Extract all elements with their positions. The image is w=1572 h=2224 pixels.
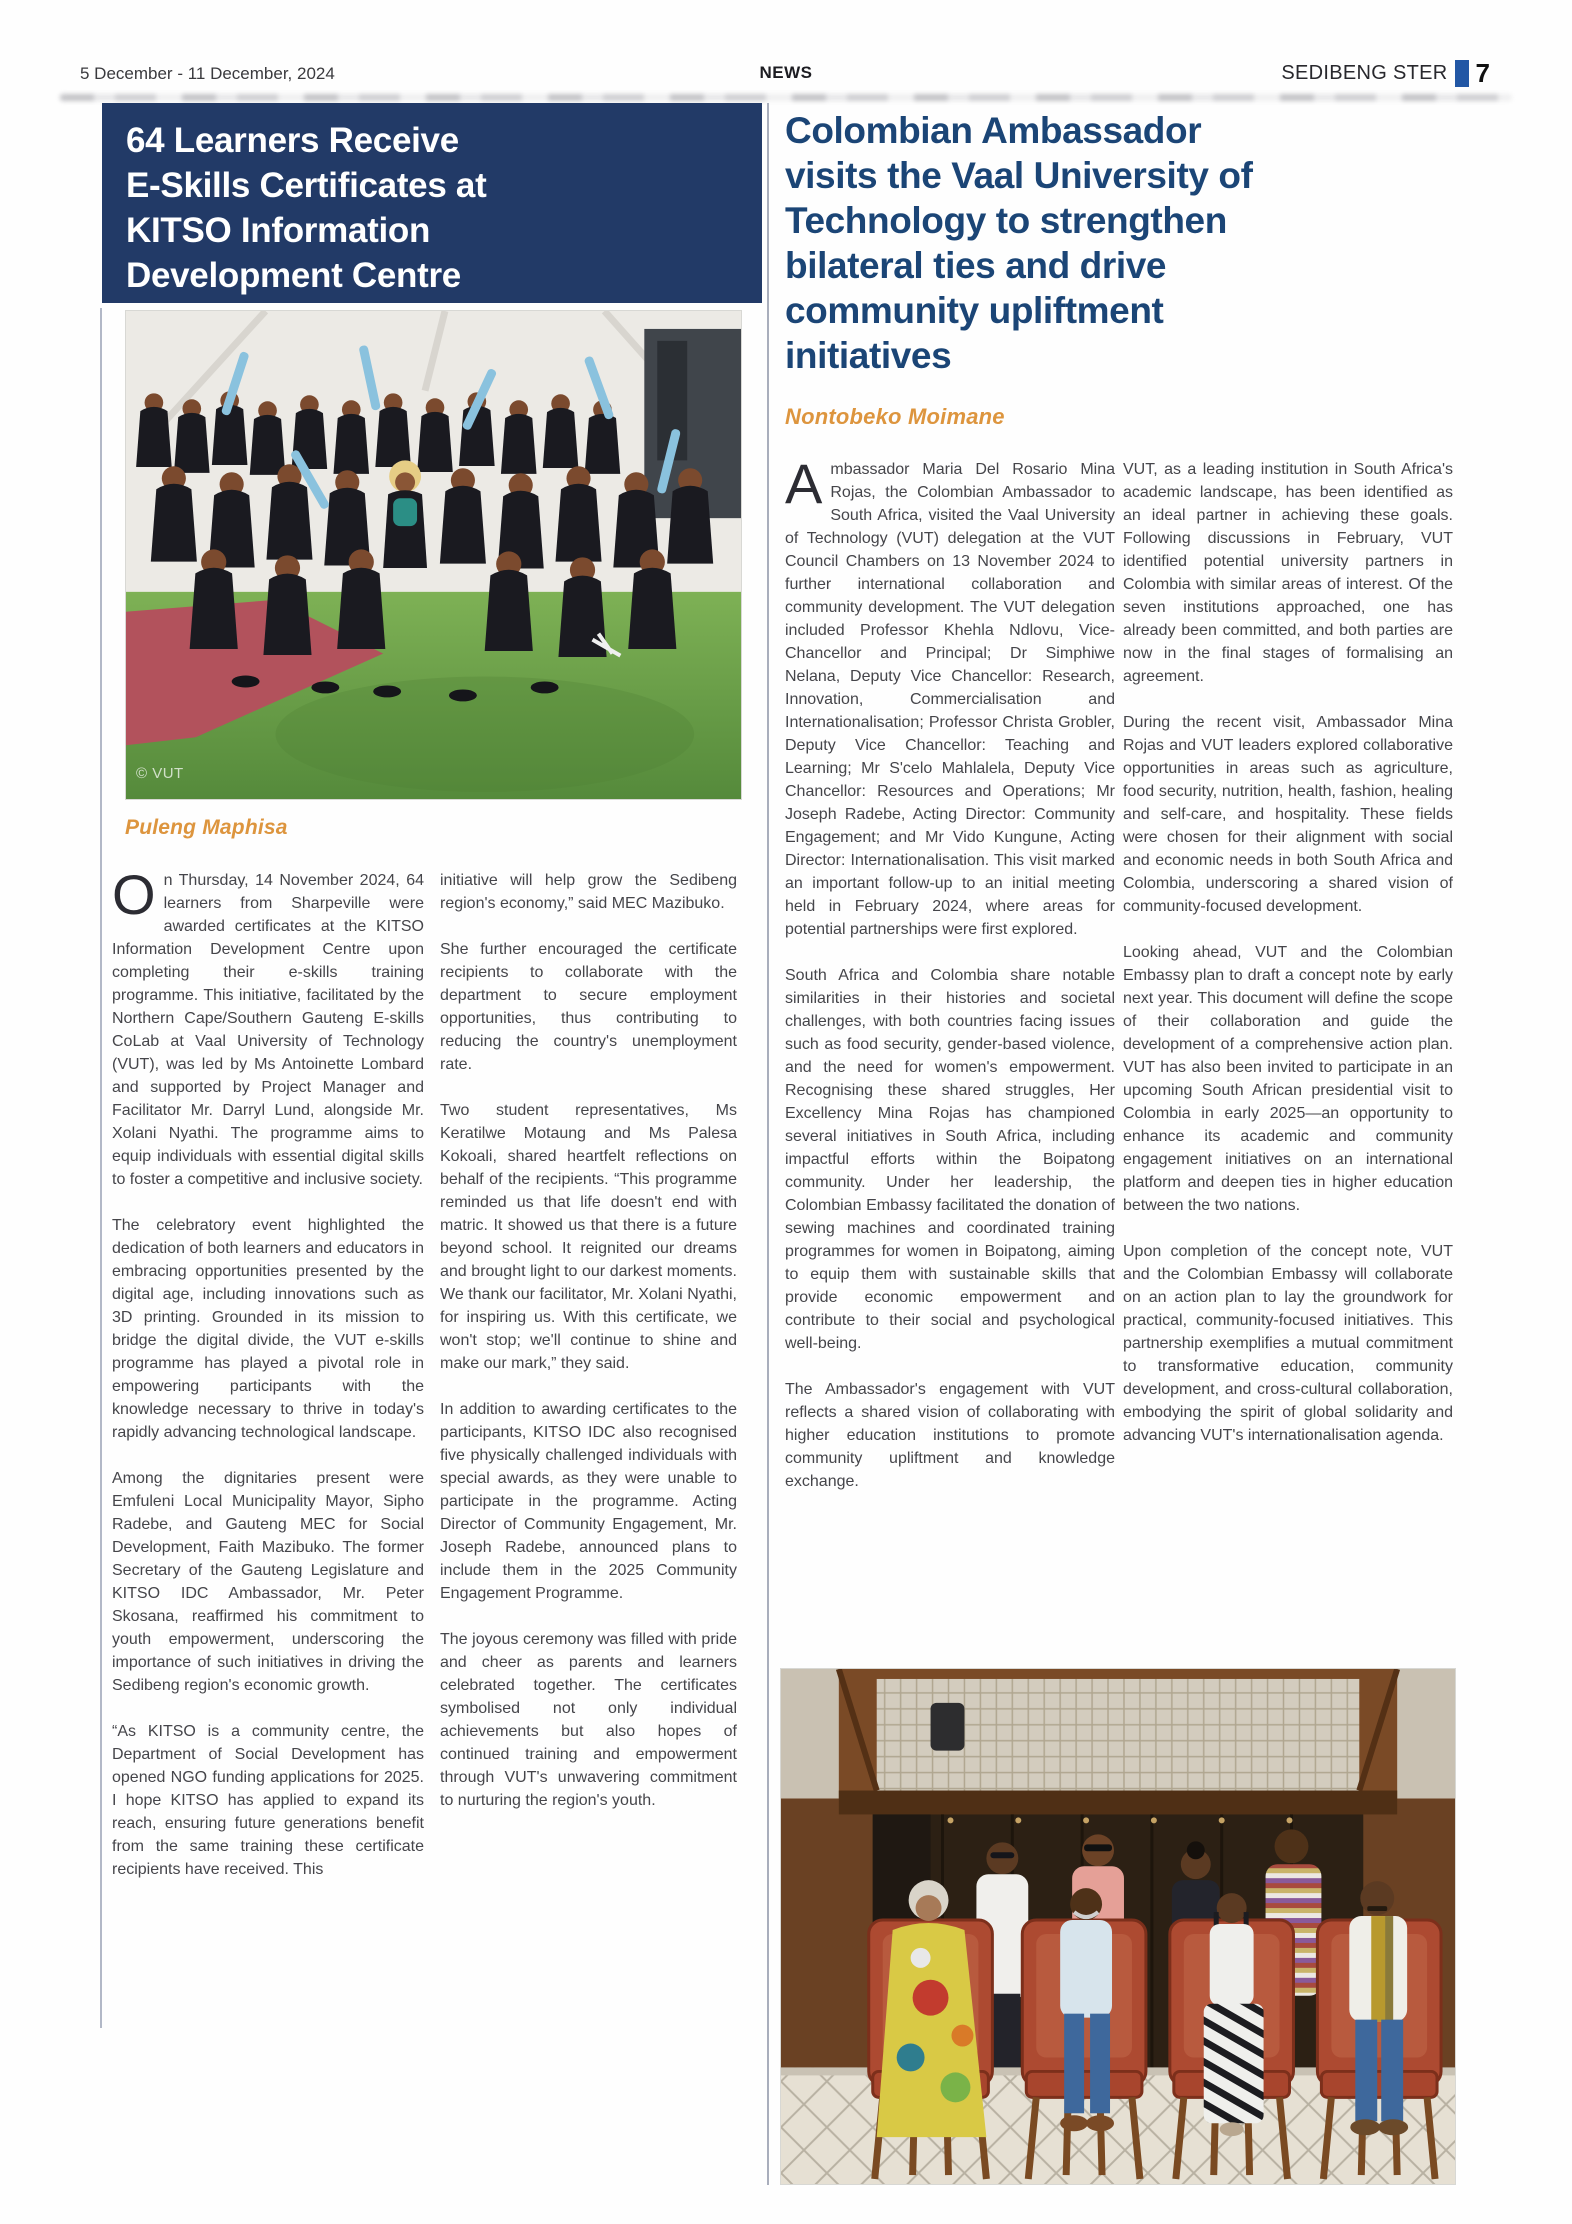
- paragraph: VUT, as a leading institution in South Africa's academic landscape, has been identified as an ideal partner in achieving these goals. Following discussions in February, VUT identified potential university partners in Colombia with similar areas of interest. Of the seven institutions approached, one has already been committed, and both parties are now in the final stages of formalising an agreement.: [1123, 461, 1453, 685]
- paragraph: During the recent visit, Ambassador Mina Rojas and VUT leaders explored collaborative opportunities in areas such as agriculture, food security, nutrition, health, fashion, healing and self-care, and hospitality. These fields were chosen for their alignment with social and economic needs in both South Africa and Colombia, underscoring a shared vision of community-focused development.: [1123, 714, 1453, 915]
- paragraph: The Ambassador's engagement with VUT reflects a shared vision of collaborating with higher education institutions to promote community upliftment and knowledge exchange.: [785, 1381, 1115, 1490]
- left-column-rule: [100, 308, 102, 2028]
- page-number-block: [1455, 60, 1469, 87]
- delegation-photo: [780, 1668, 1456, 2185]
- masthead-title: SEDIBENG STER: [1281, 62, 1448, 84]
- paragraph: Two student representatives, Ms Keratilwe Motaung and Ms Palesa Kokoali, shared heartfelt reflections on behalf of the recipients. “This programme reminded us that life doesn't end with matric. It showed us that there is a future beyond school. It reignited our dreams and brought light to our darkest moments. We thank our facilitator, Mr. Xolani Nyathi, for inspiring us. With this certificate, we won't stop; we'll continue to shine and make our mark,” they said.: [440, 1102, 737, 1372]
- title-line: KITSO Information: [126, 211, 431, 250]
- paragraph: Upon completion of the concept note, VUT and the Colombian Embassy will collaborate on an action plan to lay the groundwork for practical, community-focused initiatives. This partnership exemplifies a mutual commitment to transformative education, community development, and cross-cultural collaboration, embodying the spirit of global solidarity and advancing VUT's internationalisation agenda.: [1123, 1243, 1453, 1444]
- paragraph: The joyous ceremony was filled with pride and cheer as parents and learners celebrated together. The certificates symbolised not only individual achievements but also hopes of continued training and empowerment through VUT's unwavering commitment to nurturing the region's youth.: [440, 1631, 737, 1809]
- paragraph: On Thursday, 14 November 2024, 64 learners from Sharpeville were awarded certificates at the KITSO Information Development Centre upon completing their e-skills training programme. This initiative, facilitated by the Northern Cape/Southern Gauteng E-skills CoLab at Vaal University of Technology (VUT), was led by Ms Antoinette Lombard and supported by Project Manager and Facilitator Mr. Darryl Lund, alongside Mr. Xolani Nyathi. The programme aims to equip individuals with essential digital skills to foster a competitive and inclusive society.: [112, 863, 424, 1188]
- paragraph: She further encouraged the certificate recipients to collaborate with the department to secure employment opportunities, thus contributing to reducing the country's unemployment rate.: [440, 941, 737, 1073]
- section-label: NEWS: [759, 63, 813, 82]
- byline-left: Puleng Maphisa: [125, 816, 288, 839]
- title-line: bilateral ties and drive: [785, 245, 1167, 286]
- title-line: initiatives: [785, 335, 952, 376]
- article-column: [785, 452, 1115, 1516]
- title-line: visits the Vaal University of: [785, 155, 1253, 196]
- title-line: E-Skills Certificates at: [126, 166, 487, 205]
- paragraph: initiative will help grow the Sedibeng region's economy,” said MEC Mazibuko.: [440, 872, 737, 912]
- title-line: 64 Learners Receive: [126, 121, 459, 160]
- paragraph: The celebratory event highlighted the dedication of both learners and educators in embracing opportunities presented by the digital age, including innovations such as 3D printing. Grounded in its mission to bridge the digital divide, the VUT e-skills programme has played a pivotal role in empowering participants with the knowledge necessary to thrive in today's rapidly advancing technological landscape.: [112, 1217, 424, 1441]
- right-article: [785, 108, 1455, 1490]
- photo-credit: © VUT: [136, 765, 184, 782]
- left-article-title-box: [102, 103, 762, 303]
- paragraph: In addition to awarding certificates to the participants, KITSO IDC also recognised five physically challenged individuals with special awards, as they were unable to participate in the programme. Acting Director of Community Engagement, Mr. Joseph Radebe, announced plans to include them in the 2025 Community Engagement Programme.: [440, 1401, 737, 1602]
- title-line: Technology to strengthen: [785, 200, 1227, 241]
- article-divider-rule: [767, 103, 769, 2185]
- left-article: [102, 103, 762, 1878]
- article-column: [440, 869, 737, 1904]
- paragraph: Ambassador Maria Del Rosario Mina Rojas, the Colombian Ambassador to South Africa, visited the Vaal University of Technology (VUT) delegation at the VUT Council Chambers on 13 November 2024 to further international collaboration and community development. The VUT delegation included Professor Khehla Ndlovu, Vice-Chancellor and Principal; Dr Simphiwe Nelana, Deputy Vice Chancellor: Research, Innovation, Commercialisation and Internationalisation; Professor Christa Grobler, Deputy Vice Chancellor: Teaching and Learning; Mr S'celo Mahlalela, Deputy Vice Chancellor: Resources and Operations; Mr Joseph Radebe, Acting Director: Community Engagement; and Mr Vido Kungune, Acting Director: Internationalisation. This visit marked an important follow-up to an initial meeting held in February 2024, where areas for potential partnerships were first explored.: [785, 452, 1115, 938]
- title-line: Development Centre: [126, 256, 461, 295]
- paragraph: Among the dignitaries present were Emfuleni Local Municipality Mayor, Sipho Radebe, and Gauteng MEC for Social Development, Faith Mazibuko. The former Secretary of the Gauteng Legislature and KITSO IDC Ambassador, Mr. Peter Skosana, reaffirmed his commitment to youth empowerment, underscoring the importance of such initiatives in driving the Sedibeng region's economic growth.: [112, 1470, 424, 1694]
- masthead: [1281, 58, 1490, 89]
- paragraph: South Africa and Colombia share notable similarities in their histories and societal challenges, with both countries facing issues such as food security, gender-based violence, and the need for women's empowerment. Recognising these shared struggles, Her Excellency Mina Rojas has championed several initiatives in South Africa, including impactful efforts within the Boipatong community. Under her leadership, the Colombian Embassy facilitated the donation of sewing machines and coordinated training programmes for women in Boipatong, aiming to equip them with sustainable skills that provide economic empowerment and contribute to their social and psychological well-being.: [785, 967, 1115, 1352]
- paragraph: Looking ahead, VUT and the Colombian Embassy plan to draft a concept note by early next year. This document will define the scope of their collaboration and guide the development of a comprehensive action plan. VUT has also been invited to participate in an upcoming South African presidential visit to Colombia in early 2025—an opportunity to enhance its academic and community engagement initiatives on an international platform and deepen ties in higher education between the two nations.: [1123, 944, 1453, 1214]
- title-line: community upliftment: [785, 290, 1164, 331]
- title-line: Colombian Ambassador: [785, 110, 1202, 151]
- delegation-photo-illustration: [781, 1669, 1455, 2184]
- graduation-photo: [125, 310, 742, 800]
- right-article-title: [785, 108, 1455, 378]
- paragraph: “As KITSO is a community centre, the Department of Social Development has opened NGO funding applications for 2025. I hope KITSO has applied to expand its reach, ensuring future generations benefit from the same training these certificate recipients have received. This: [112, 1723, 424, 1878]
- byline-right: Nontobeko Moimane: [785, 404, 1005, 429]
- header-rule: [60, 94, 1512, 101]
- date-range: 5 December - 11 December, 2024: [80, 64, 335, 83]
- article-column: [112, 863, 424, 1904]
- left-article-columns: [112, 863, 737, 1904]
- graduation-photo-illustration: [126, 311, 741, 799]
- right-article-columns: [785, 452, 1453, 1516]
- article-column: [1123, 458, 1453, 1516]
- page-number: 7: [1475, 58, 1490, 88]
